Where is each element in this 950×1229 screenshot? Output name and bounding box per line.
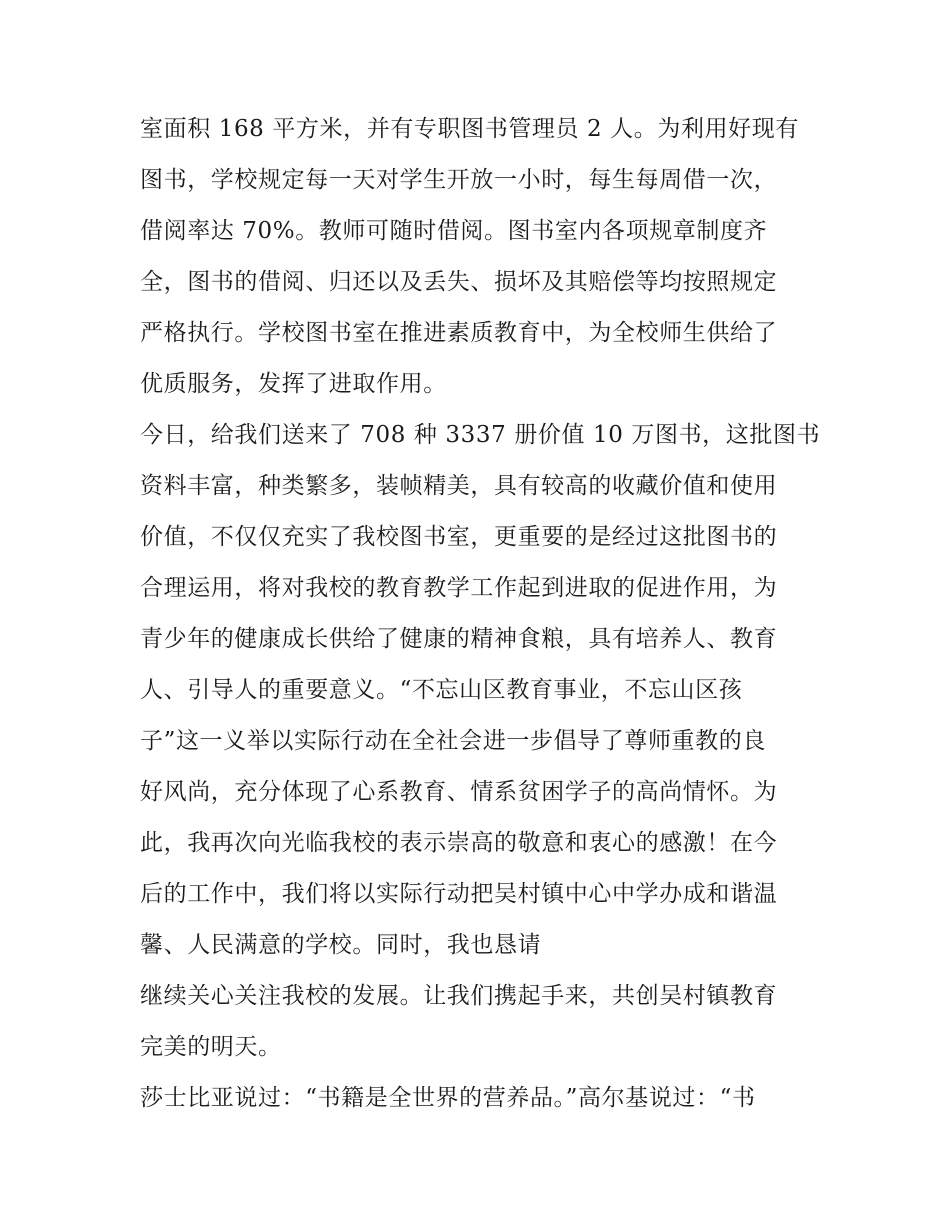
text-line-18: 继续关心关注我校的发展。让我们携起手来，共创吴村镇教育 xyxy=(140,983,778,1009)
text-line-2: 图书，学校规定每一天对学生开放一小时，每生每周借一次， xyxy=(140,167,778,193)
text-line-8: 资料丰富，种类繁多，装帧精美，具有较高的收藏价值和使用 xyxy=(140,473,778,499)
text-line-1: 室面积 168 平方米，并有专职图书管理员 2 人。为利用好现有 xyxy=(140,116,799,142)
text-line-4: 全，图书的借阅、归还以及丢失、损坏及其赔偿等均按照规定 xyxy=(140,269,778,295)
text-line-12: 人、引导人的重要意义。“不忘山区教育事业，不忘山区孩 xyxy=(140,677,743,703)
text-line-3: 借阅率达 70%。教师可随时借阅。图书室内各项规章制度齐 xyxy=(140,218,768,244)
text-line-19: 完美的明天。 xyxy=(140,1034,282,1060)
body-text xyxy=(140,104,820,1124)
text-line-14: 好风尚，充分体现了心系教育、情系贫困学子的高尚情怀。为 xyxy=(140,779,778,805)
text-line-7: 今日，给我们送来了 708 种 3337 册价值 10 万图书，这批图书 xyxy=(140,422,820,448)
text-line-17: 馨、人民满意的学校。同时，我也恳请 xyxy=(140,932,542,958)
text-line-15: 此，我再次向光临我校的表示崇高的敬意和衷心的感激！在今 xyxy=(140,830,778,856)
text-line-5: 严格执行。学校图书室在推进素质教育中，为全校师生供给了 xyxy=(140,320,778,346)
text-line-16: 后的工作中，我们将以实际行动把吴村镇中心中学办成和谐温 xyxy=(140,881,778,907)
text-line-10: 合理运用，将对我校的教育教学工作起到进取的促进作用，为 xyxy=(140,575,778,601)
text-line-20: 莎士比亚说过：“书籍是全世界的营养品。”高尔基说过：“书 xyxy=(140,1085,756,1111)
text-line-9: 价值，不仅仅充实了我校图书室，更重要的是经过这批图书的 xyxy=(140,524,778,550)
text-line-13: 子”这一义举以实际行动在全社会进一步倡导了尊师重教的良 xyxy=(140,728,766,754)
text-line-6: 优质服务，发挥了进取作用。 xyxy=(140,371,447,397)
text-line-11: 青少年的健康成长供给了健康的精神食粮，具有培养人、教育 xyxy=(140,626,778,652)
